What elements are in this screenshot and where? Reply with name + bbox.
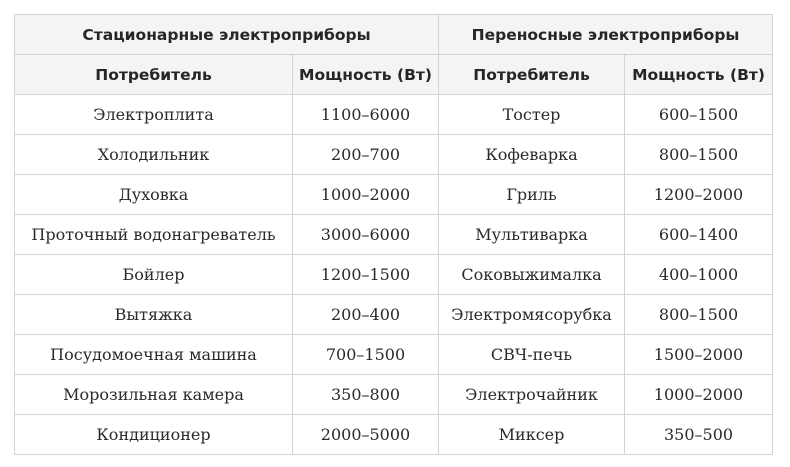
portable-power-cell: 1500–2000 [625,335,773,375]
stationary-consumer-cell: Холодильник [15,135,293,175]
column-header-consumer-portable: Потребитель [439,55,625,95]
stationary-consumer-cell: Проточный водонагреватель [15,215,293,255]
column-header-power-portable: Мощность (Вт) [625,55,773,95]
table-row [15,255,773,295]
stationary-consumer-cell: Бойлер [15,255,293,295]
stationary-power-cell: 1200–1500 [293,255,439,295]
stationary-power-cell: 200–400 [293,295,439,335]
table-row [15,335,773,375]
column-header-power-stationary: Мощность (Вт) [293,55,439,95]
portable-consumer-cell: Соковыжималка [439,255,625,295]
appliance-power-table [14,14,773,455]
stationary-consumer-cell: Кондиционер [15,415,293,455]
stationary-consumer-cell: Морозильная камера [15,375,293,415]
portable-consumer-cell: СВЧ-печь [439,335,625,375]
table-row [15,95,773,135]
stationary-power-cell: 200–700 [293,135,439,175]
stationary-consumer-cell: Электроплита [15,95,293,135]
portable-power-cell: 800–1500 [625,295,773,335]
stationary-power-cell: 350–800 [293,375,439,415]
portable-power-cell: 350–500 [625,415,773,455]
stationary-power-cell: 2000–5000 [293,415,439,455]
portable-consumer-cell: Мультиварка [439,215,625,255]
group-header-stationary: Стационарные электроприборы [15,15,439,55]
group-header-portable: Переносные электроприборы [439,15,773,55]
stationary-consumer-cell: Духовка [15,175,293,215]
portable-power-cell: 1200–2000 [625,175,773,215]
portable-power-cell: 800–1500 [625,135,773,175]
portable-power-cell: 600–1500 [625,95,773,135]
portable-consumer-cell: Миксер [439,415,625,455]
portable-power-cell: 400–1000 [625,255,773,295]
portable-consumer-cell: Гриль [439,175,625,215]
portable-consumer-cell: Электромясорубка [439,295,625,335]
group-header-row [15,15,773,55]
table-row [15,215,773,255]
table-row [15,415,773,455]
table-header [15,15,773,95]
stationary-power-cell: 3000–6000 [293,215,439,255]
table-row [15,175,773,215]
table-row [15,375,773,415]
portable-consumer-cell: Тостер [439,95,625,135]
column-header-row [15,55,773,95]
table-body [15,95,773,455]
table-row [15,295,773,335]
portable-consumer-cell: Кофеварка [439,135,625,175]
stationary-power-cell: 1000–2000 [293,175,439,215]
portable-power-cell: 600–1400 [625,215,773,255]
stationary-power-cell: 1100–6000 [293,95,439,135]
table-row [15,135,773,175]
appliance-power-table-container [14,14,772,455]
column-header-consumer-stationary: Потребитель [15,55,293,95]
portable-consumer-cell: Электрочайник [439,375,625,415]
stationary-consumer-cell: Вытяжка [15,295,293,335]
portable-power-cell: 1000–2000 [625,375,773,415]
stationary-consumer-cell: Посудомоечная машина [15,335,293,375]
stationary-power-cell: 700–1500 [293,335,439,375]
